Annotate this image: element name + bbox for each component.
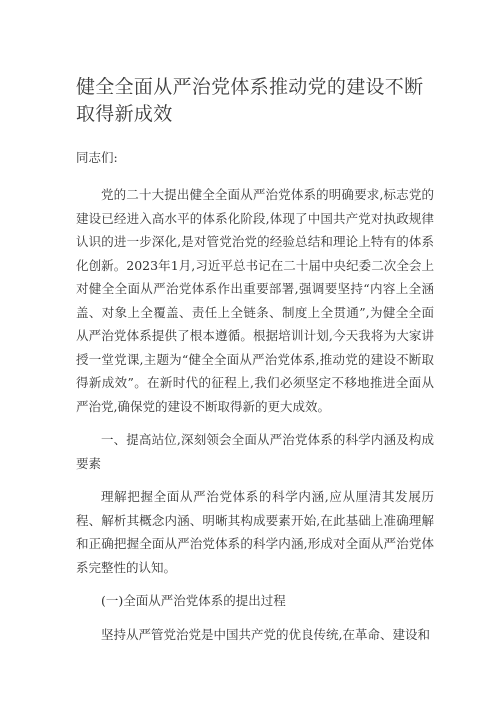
intro-paragraph: 党的二十大提出健全全面从严治党体系的明确要求,标志党的建设已经进入高水平的体系化阶段,体现了中国共产党对执政规律认识的进一步深化,是对管党治党的经验总结和理论上特有的体系化创新。2023年1月,习近平总书记在二十届中央纪委二次全会上对健全全面从严治党体系作出重要部署,强调要坚持“内容上全涵盖、对象上全覆盖、责任上全链条、制度上全贯通”,为健全全面从严治党体系提供了根本遵循。根据培训计划,今天我将为大家讲授一堂党课,主题为“健全全面从严治党体系,推动党的建设不断取得新成效”。在新时代的征程上,我们必须坚定不移地推进全面从严治党,确保党的建设不断取得新的更大成效。: [76, 187, 434, 414]
subsection-1-paragraph: 坚持从严管党治党是中国共产党的优良传统,在革命、建设和: [101, 626, 430, 642]
section-1-paragraph: 理解把握全面从严治党体系的科学内涵,应从厘清其发展历程、解析其概念内涵、明晰其构成要素开始,在此基础上准确理解和正确把握全面从严治党体系的科学内涵,形成对全面从严治党体系完整性的认知。: [76, 489, 434, 575]
salutation: 同志们:: [76, 150, 118, 165]
document-title: 健全全面从严治党体系推动党的建设不断取得新成效: [76, 76, 424, 125]
section-heading-1: 一、提高站位,深刻领会全面从严治党体系的科学内涵及构成要素: [76, 432, 434, 471]
subsection-heading-1: (一)全面从严治党体系的提出过程: [101, 593, 286, 608]
